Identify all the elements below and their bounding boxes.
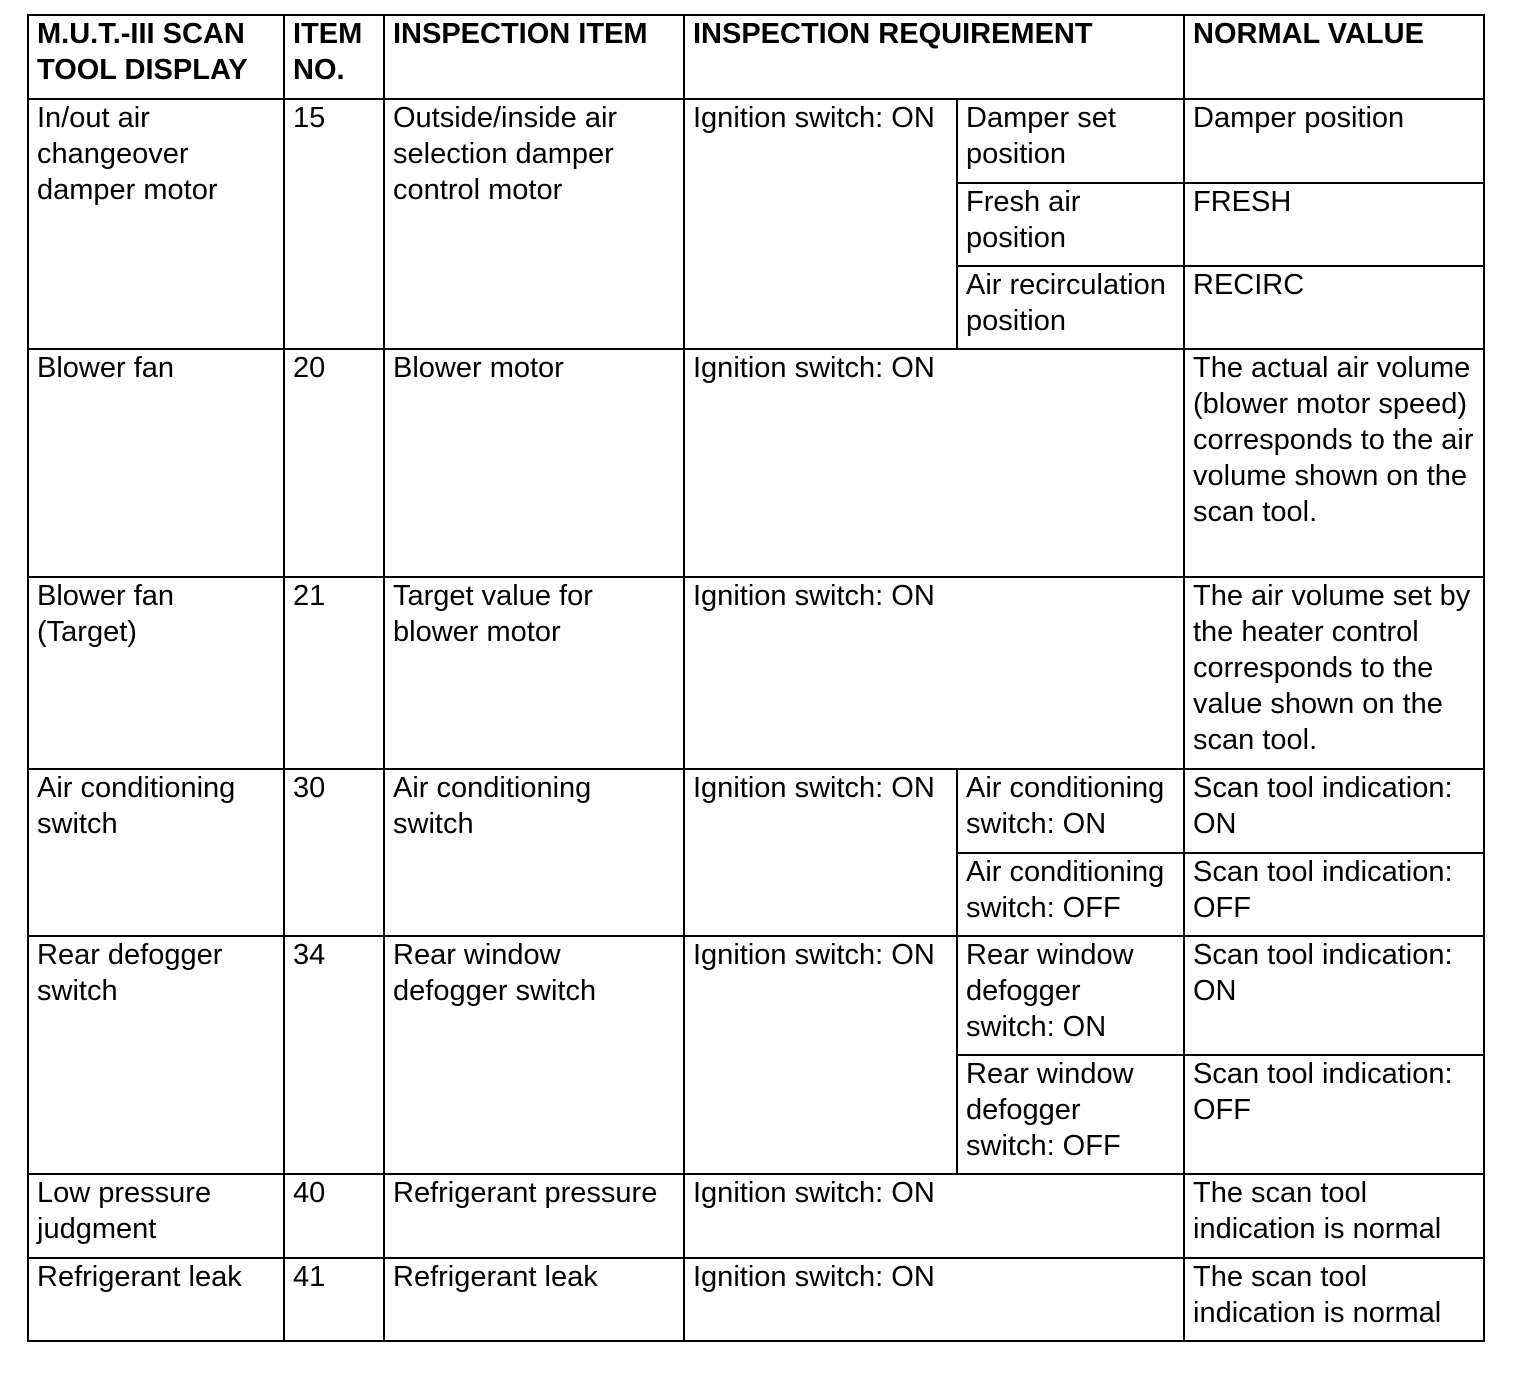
cell-requirement: Ignition switch: ON <box>684 349 1184 577</box>
cell-requirement: Ignition switch: ON <box>684 577 1184 769</box>
cell-normal-value: Scan tool indication: ON <box>1184 769 1484 853</box>
table-header-row <box>28 15 1484 99</box>
table-row <box>28 577 1484 769</box>
cell-display: Blower fan (Target) <box>28 577 284 769</box>
table-row <box>28 936 1484 1055</box>
cell-requirement: Ignition switch: ON <box>684 1174 1184 1258</box>
table-row <box>28 1258 1484 1341</box>
cell-requirement: Ignition switch: ON <box>684 936 957 1174</box>
cell-condition: Damper set position <box>957 99 1184 183</box>
cell-condition: Rear window defogger switch: OFF <box>957 1055 1184 1174</box>
inspection-table <box>27 14 1485 1342</box>
cell-requirement: Ignition switch: ON <box>684 99 957 349</box>
table-row <box>28 99 1484 183</box>
cell-display: In/out air changeover damper motor <box>28 99 284 349</box>
cell-display: Low pressure judgment <box>28 1174 284 1258</box>
cell-normal-value: The scan tool indication is normal <box>1184 1258 1484 1341</box>
header-normal-value: NORMAL VALUE <box>1184 15 1484 99</box>
cell-inspection-item: Refrigerant leak <box>384 1258 684 1341</box>
cell-normal-value: The air volume set by the heater control corresponds to the value shown on the scan tool. <box>1184 577 1484 769</box>
cell-display: Rear defogger switch <box>28 936 284 1174</box>
cell-item-no: 21 <box>284 577 384 769</box>
cell-item-no: 15 <box>284 99 384 349</box>
table-row <box>28 349 1484 577</box>
cell-inspection-item: Target value for blower motor <box>384 577 684 769</box>
header-inspection-item: INSPECTION ITEM <box>384 15 684 99</box>
cell-normal-value: Damper position <box>1184 99 1484 183</box>
header-inspection-requirement: INSPECTION REQUIREMENT <box>684 15 1184 99</box>
cell-item-no: 40 <box>284 1174 384 1258</box>
cell-condition: Air conditioning switch: OFF <box>957 853 1184 936</box>
cell-condition: Fresh air position <box>957 183 1184 266</box>
cell-normal-value: RECIRC <box>1184 266 1484 349</box>
cell-inspection-item: Air conditioning switch <box>384 769 684 936</box>
cell-inspection-item: Blower motor <box>384 349 684 577</box>
cell-condition: Rear window defogger switch: ON <box>957 936 1184 1055</box>
cell-normal-value: FRESH <box>1184 183 1484 266</box>
cell-normal-value: Scan tool indication: OFF <box>1184 853 1484 936</box>
cell-display: Blower fan <box>28 349 284 577</box>
cell-condition: Air recirculation position <box>957 266 1184 349</box>
header-display: M.U.T.-III SCAN TOOL DISPLAY <box>28 15 284 99</box>
cell-inspection-item: Outside/inside air selection damper control motor <box>384 99 684 349</box>
cell-inspection-item: Refrigerant pressure <box>384 1174 684 1258</box>
table-row <box>28 1174 1484 1258</box>
cell-normal-value: The actual air volume (blower motor speed) corresponds to the air volume shown on the scan tool. <box>1184 349 1484 577</box>
cell-display: Refrigerant leak <box>28 1258 284 1341</box>
cell-inspection-item: Rear window defogger switch <box>384 936 684 1174</box>
cell-item-no: 34 <box>284 936 384 1174</box>
cell-item-no: 30 <box>284 769 384 936</box>
cell-normal-value: Scan tool indication: ON <box>1184 936 1484 1055</box>
header-item-no: ITEM NO. <box>284 15 384 99</box>
cell-item-no: 20 <box>284 349 384 577</box>
cell-requirement: Ignition switch: ON <box>684 1258 1184 1341</box>
cell-item-no: 41 <box>284 1258 384 1341</box>
cell-normal-value: Scan tool indication: OFF <box>1184 1055 1484 1174</box>
cell-condition: Air conditioning switch: ON <box>957 769 1184 853</box>
cell-requirement: Ignition switch: ON <box>684 769 957 936</box>
cell-display: Air conditioning switch <box>28 769 284 936</box>
cell-normal-value: The scan tool indication is normal <box>1184 1174 1484 1258</box>
table-row <box>28 769 1484 853</box>
